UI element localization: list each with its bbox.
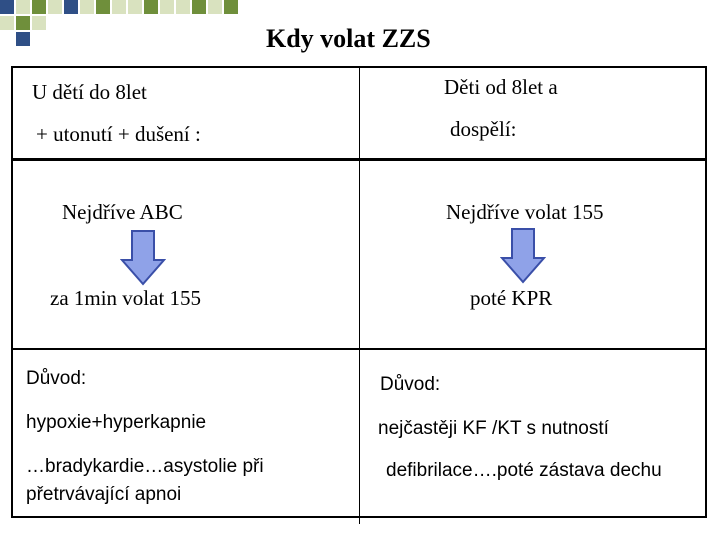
left-step1: Nejdříve ABC xyxy=(62,200,183,224)
left-reason-line3: přetrvávající apnoi xyxy=(26,484,182,505)
right-heading-line2: dospělí: xyxy=(450,117,517,141)
left-reason-label: Důvod: xyxy=(26,368,87,389)
right-reason-line2: defibrilace….poté zástava dechu xyxy=(386,460,662,481)
left-step2: za 1min volat 155 xyxy=(50,286,202,310)
right-reason-line1: nejčastěji KF /KT s nutností xyxy=(378,418,609,439)
down-arrow-icon xyxy=(120,230,166,286)
column-divider xyxy=(359,66,360,524)
slide-title: Kdy volat ZZS xyxy=(266,24,431,53)
right-heading-line1: Děti od 8let a xyxy=(444,75,558,99)
down-arrow-icon xyxy=(500,228,546,284)
left-reason-line2: …bradykardie…asystolie při xyxy=(26,456,264,477)
left-heading-line1: U dětí do 8let xyxy=(32,80,147,104)
right-step2: poté KPR xyxy=(470,286,553,310)
left-heading-line2: + utonutí + dušení : xyxy=(36,122,201,146)
right-step1: Nejdříve volat 155 xyxy=(446,200,604,224)
left-reason-line1: hypoxie+hyperkapnie xyxy=(26,412,207,433)
right-reason-label: Důvod: xyxy=(380,374,441,395)
